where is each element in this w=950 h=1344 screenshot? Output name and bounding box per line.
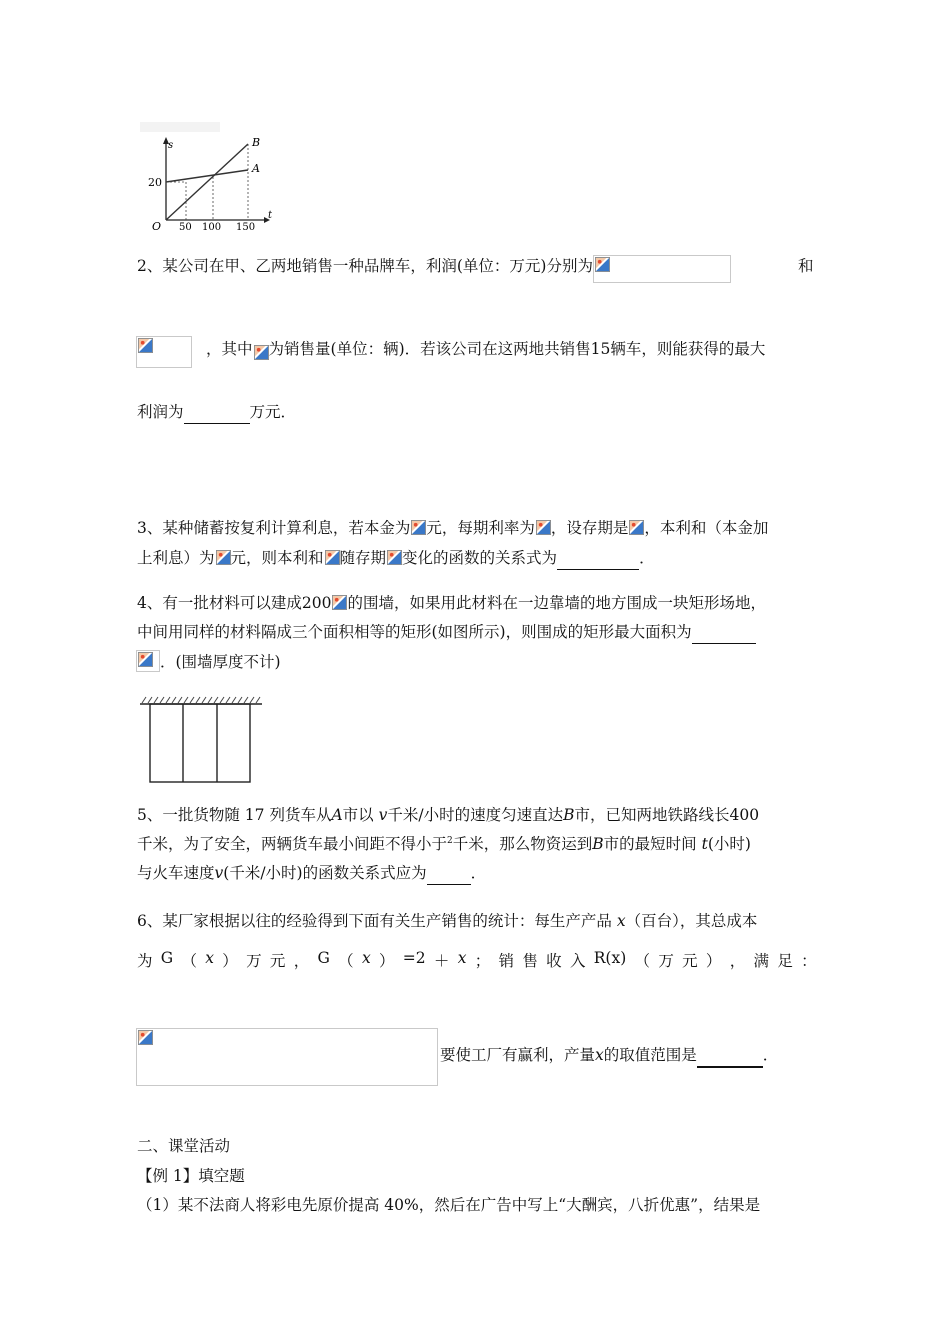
formula-image bbox=[331, 594, 347, 611]
formula-image-large bbox=[136, 1028, 438, 1086]
q6-text: （百台），其总成本 bbox=[625, 912, 758, 930]
y-tick-label: 20 bbox=[148, 176, 162, 189]
var-v: v bbox=[214, 864, 224, 882]
var-x: x bbox=[595, 1046, 604, 1064]
q4-line2 bbox=[137, 620, 756, 644]
q5-text: 千米，那么物资运到 bbox=[452, 835, 593, 853]
q3-line2 bbox=[137, 546, 655, 570]
var-t: t bbox=[701, 835, 708, 853]
q6-token: ： bbox=[801, 952, 817, 970]
q6-token: ； bbox=[474, 952, 491, 970]
q5-text: 市的最短时间 bbox=[603, 835, 697, 853]
q3-text: ，设存期是 bbox=[550, 519, 629, 537]
q4-text: 中间用同样的材料隔成三个面积相等的矩形(如图所示)，则围成的矩形最大面积为 bbox=[137, 623, 692, 641]
q6-token: 元 bbox=[682, 952, 698, 970]
q5-line3 bbox=[137, 861, 486, 885]
formula-image bbox=[136, 336, 192, 368]
q5-text: 千米，为了安全，两辆货车最小间距不得小于 bbox=[137, 835, 448, 853]
q6-token: 足 bbox=[777, 952, 793, 970]
fence-svg bbox=[138, 696, 264, 786]
q4-text: ．(围墙厚度不计) bbox=[160, 653, 281, 671]
q3-line1 bbox=[137, 516, 768, 538]
var-v: v bbox=[378, 806, 388, 824]
broken-image-icon bbox=[595, 257, 610, 272]
q6-line1 bbox=[137, 909, 757, 931]
q5-text: (千米/小时)的函数关系式应为 bbox=[223, 864, 427, 882]
graph-svg bbox=[140, 120, 280, 232]
formula-image bbox=[628, 519, 644, 536]
superscript: 2 bbox=[447, 835, 453, 846]
q5-line1 bbox=[137, 803, 759, 825]
broken-image-icon bbox=[254, 345, 269, 360]
y-axis-label: s bbox=[168, 140, 174, 151]
q6-token: 万 bbox=[658, 952, 674, 970]
q6-token: =2 bbox=[402, 949, 426, 967]
formula-image bbox=[410, 519, 426, 536]
formula-image bbox=[215, 549, 231, 566]
broken-image-icon bbox=[332, 595, 347, 610]
q6-line2 bbox=[137, 949, 817, 971]
q6-token: ） bbox=[378, 952, 395, 970]
q2-line1-end: 和 bbox=[798, 257, 814, 275]
q6-token: （ bbox=[338, 952, 354, 970]
line-a bbox=[166, 170, 248, 182]
q5-line2 bbox=[137, 832, 751, 854]
fence-figure bbox=[138, 696, 264, 786]
formula-image bbox=[253, 344, 269, 362]
formula-image bbox=[324, 549, 340, 566]
formula-image bbox=[386, 549, 402, 566]
q6-token: （ bbox=[181, 952, 197, 970]
line-a-label: A bbox=[252, 162, 260, 175]
q5-text: 5、一批货物随 17 列货车从 bbox=[137, 806, 332, 824]
q6-token: 为 bbox=[137, 952, 153, 970]
q2-text: ，其中 bbox=[206, 340, 253, 358]
q6-token: x bbox=[361, 949, 371, 967]
q6-token: 售 bbox=[522, 952, 538, 970]
q2-line1 bbox=[137, 254, 731, 283]
broken-image-icon bbox=[325, 550, 340, 565]
q6-token: x bbox=[457, 949, 467, 967]
broken-image-icon bbox=[138, 338, 153, 353]
q6-token: G bbox=[317, 949, 330, 967]
q5-text: 市以 bbox=[342, 806, 374, 824]
answer-blank bbox=[692, 625, 756, 644]
q6-token: ） bbox=[222, 952, 238, 970]
q6-token: 收 bbox=[546, 952, 562, 970]
formula-image bbox=[136, 650, 160, 672]
q3-text: 随存期 bbox=[339, 549, 387, 567]
q6-token: ） bbox=[705, 952, 722, 970]
q6-text: ． bbox=[762, 1046, 779, 1064]
q3-text: ，本利和（本金加 bbox=[644, 519, 769, 537]
enclosure-rect bbox=[150, 704, 250, 782]
line-b-label: B bbox=[252, 136, 261, 149]
answer-blank bbox=[557, 551, 639, 570]
q6-text: 6、某厂家根据以往的经验得到下面有关生产销售的统计：每生产产品 bbox=[137, 912, 612, 930]
q2-text: 2、某公司在甲、乙两地销售一种品牌车，利润(单位：万元)分别为 bbox=[137, 257, 593, 275]
q3-text: ． bbox=[639, 549, 655, 567]
answer-blank bbox=[184, 405, 250, 424]
q6-token: 万 bbox=[246, 952, 262, 970]
answer-blank bbox=[427, 866, 471, 885]
example-title: 【例 1】填空题 bbox=[137, 1167, 245, 1185]
answer-blank bbox=[697, 1048, 763, 1068]
q4-text: 的围墙，如果用此材料在一边靠墙的地方围成一块矩形场地， bbox=[347, 594, 766, 612]
broken-image-icon bbox=[216, 550, 231, 565]
formula-image bbox=[535, 519, 551, 536]
q5-text: 与火车速度 bbox=[137, 864, 215, 882]
q6-token: G bbox=[160, 949, 174, 967]
q3-text: 元，每期利率为 bbox=[426, 519, 535, 537]
distance-time-graph bbox=[140, 120, 280, 232]
q4-text: 4、有一批材料可以建成200 bbox=[137, 594, 332, 612]
q2-line3 bbox=[137, 400, 296, 424]
q4-line3 bbox=[136, 650, 281, 672]
var-a: A bbox=[331, 806, 343, 824]
broken-image-icon bbox=[629, 520, 644, 535]
q6-line3 bbox=[440, 1043, 778, 1068]
q2-text: 为销售量(单位：辆)．若该公司在这两地共销售15辆车，则能获得的最大 bbox=[268, 340, 766, 358]
origin-label: O bbox=[152, 220, 162, 232]
q2-line2 bbox=[136, 336, 765, 368]
q2-text: 万元． bbox=[249, 403, 297, 421]
q3-text: 上利息）为 bbox=[137, 549, 215, 567]
q6-token: 入 bbox=[569, 952, 586, 970]
section-heading: 二、课堂活动 bbox=[137, 1137, 231, 1155]
x-tick-label: 50 bbox=[179, 222, 192, 232]
q6-token: ， bbox=[293, 952, 310, 970]
q5-text: 市，已知两地铁路线长400 bbox=[574, 806, 760, 824]
broken-image-icon bbox=[138, 652, 153, 667]
x-axis-label: t bbox=[268, 210, 273, 221]
q3-text: 变化的函数的关系式为 bbox=[402, 549, 558, 567]
q5-text: (小时) bbox=[707, 835, 751, 853]
q6-text: 要使工厂有赢利，产量 bbox=[440, 1046, 596, 1064]
broken-image-icon bbox=[411, 520, 426, 535]
q6-token: R(x) bbox=[593, 949, 627, 967]
q3-text: 3、某种储蓄按复利计算利息，若本金为 bbox=[137, 519, 411, 537]
x-tick-label: 100 bbox=[202, 222, 222, 232]
q6-token: x bbox=[205, 949, 215, 967]
broken-image-icon bbox=[387, 550, 402, 565]
formula-image bbox=[593, 255, 731, 283]
q4-line1 bbox=[137, 591, 766, 613]
q6-token: （ bbox=[634, 952, 651, 970]
q5-text: 千米/小时的速度匀速直达 bbox=[387, 806, 564, 824]
var-x: x bbox=[616, 912, 626, 930]
example-item: （1）某不法商人将彩电先原价提高 40%，然后在广告中写上“大酬宾，八折优惠”，结果是 bbox=[137, 1196, 761, 1214]
q6-token: ， bbox=[729, 952, 746, 970]
q6-token: 满 bbox=[753, 952, 770, 970]
broken-image-icon bbox=[536, 520, 551, 535]
q6-token: 元 bbox=[269, 952, 286, 970]
q6-text: 的取值范围是 bbox=[603, 1046, 697, 1064]
q6-token: 销 bbox=[498, 952, 515, 970]
q6-token: ＋ bbox=[433, 952, 450, 970]
q2-text: 利润为 bbox=[137, 403, 184, 421]
var-b: B bbox=[563, 806, 575, 824]
var-b: B bbox=[592, 835, 604, 853]
x-tick-label: 150 bbox=[236, 222, 256, 232]
q5-text: ． bbox=[470, 864, 487, 882]
q3-text: 元，则本利和 bbox=[230, 549, 324, 567]
wall-hatching bbox=[142, 697, 260, 703]
broken-image-icon bbox=[138, 1030, 153, 1045]
